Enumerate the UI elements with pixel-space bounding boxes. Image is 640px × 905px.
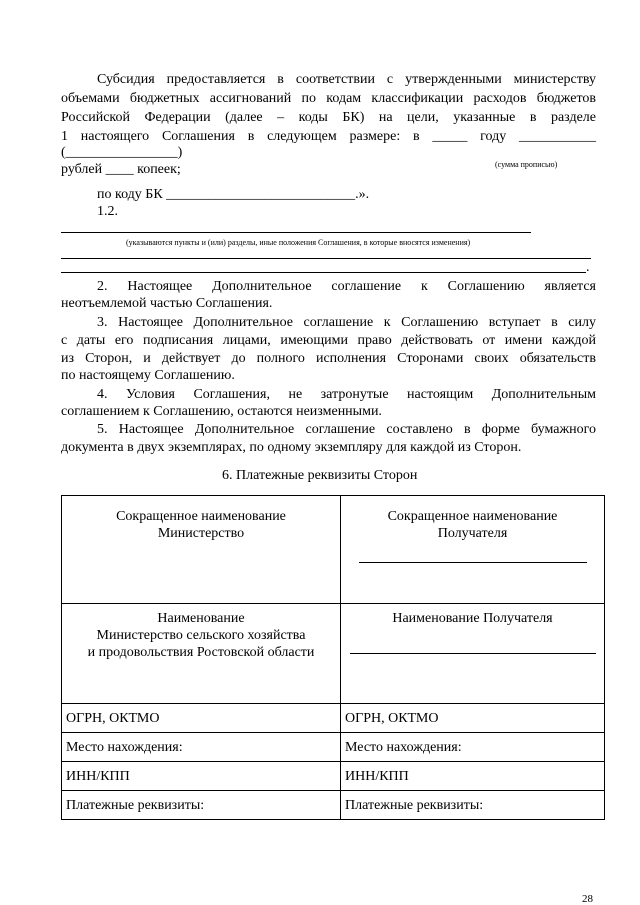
- table-row: [62, 733, 605, 762]
- text-line: 1 настоящего Соглашения в следующем размере: в _____ году ___________: [61, 129, 596, 144]
- period: .: [586, 260, 590, 275]
- cell-text: Место нахождения:: [62, 733, 341, 762]
- cell-text: Сокращенное наименование: [116, 509, 286, 524]
- cell-text: Министерство сельского хозяйства: [96, 628, 306, 643]
- text-line: Субсидия предоставляется в соответствии с утвержденными министерству: [97, 72, 596, 87]
- table-row: [62, 496, 605, 604]
- text-line: Российской Федерации (далее – коды БК) на цели, указанные в разделе: [61, 110, 596, 125]
- cell-text: Платежные реквизиты:: [62, 791, 341, 820]
- clause-line: по настоящему Соглашению.: [61, 368, 235, 383]
- fill-line: [359, 562, 587, 563]
- cell-text: Министерство: [157, 526, 245, 541]
- sum-in-words-note: (сумма прописью): [495, 160, 558, 169]
- cell-text: Место нахождения:: [341, 733, 605, 762]
- section-title: 6. Платежные реквизиты Сторон: [222, 468, 418, 483]
- cell-text: ИНН/КПП: [62, 762, 341, 791]
- clause-line: соглашением к Соглашению, остаются неизменными.: [61, 404, 382, 419]
- ministry-name-cell: [62, 604, 341, 704]
- clause-line: 4. Условия Соглашения, не затронутые настоящим Дополнительным: [97, 387, 596, 402]
- fill-line: [350, 653, 596, 654]
- table-row: [62, 791, 605, 820]
- table-row: [62, 604, 605, 704]
- cell-text: ОГРН, ОКТМО: [341, 704, 605, 733]
- fill-line: [61, 258, 591, 259]
- recipient-name-cell: [341, 604, 605, 704]
- recipient-short-name-cell: [341, 496, 605, 604]
- page-number: 28: [582, 893, 593, 905]
- bk-code-line: по коду БК ___________________________.».: [97, 187, 370, 202]
- clause-line: документа в двух экземплярах, по одному экземпляру для каждой из Сторон.: [61, 440, 522, 455]
- clause-line: 3. Настоящее Дополнительное соглашение к Соглашению вступает в силу: [97, 315, 596, 330]
- cell-text: Платежные реквизиты:: [341, 791, 605, 820]
- text-line: объемами бюджетных ассигнований по кодам классификации расходов бюджетов: [61, 91, 596, 106]
- cell-text: Сокращенное наименование: [387, 509, 558, 524]
- fill-line: [61, 232, 531, 233]
- text-line: (________________): [61, 145, 183, 160]
- cell-text: Получателя: [437, 526, 508, 541]
- text-line: рублей ____ копеек;: [61, 162, 181, 177]
- fill-line: [61, 272, 586, 273]
- clause-line: 2. Настоящее Дополнительное соглашение к Соглашению является: [97, 279, 596, 294]
- cell-text: Наименование: [157, 611, 245, 626]
- clause-line: из Сторон, и действует до полного исполнения Сторонами своих обязательств: [61, 351, 596, 366]
- cell-text: ИНН/КПП: [341, 762, 605, 791]
- table-row: [62, 762, 605, 791]
- item-number: 1.2.: [97, 204, 118, 219]
- clause-line: с даты его подписания лицами, имеющими право действовать от имени каждой: [61, 333, 596, 348]
- cell-text: Наименование Получателя: [392, 611, 553, 626]
- clause-line: 5. Настоящее Дополнительное соглашение составлено в форме бумажного: [97, 422, 596, 437]
- table-row: [62, 704, 605, 733]
- cell-text: и продовольствия Ростовской области: [87, 645, 315, 660]
- requisites-table: [61, 495, 605, 820]
- clause-line: неотъемлемой частью Соглашения.: [61, 296, 273, 311]
- cell-text: ОГРН, ОКТМО: [62, 704, 341, 733]
- changes-note: (указываются пункты и (или) разделы, иные положения Соглашения, в которые вносятся изменения): [126, 238, 471, 247]
- ministry-short-name-cell: [62, 496, 341, 604]
